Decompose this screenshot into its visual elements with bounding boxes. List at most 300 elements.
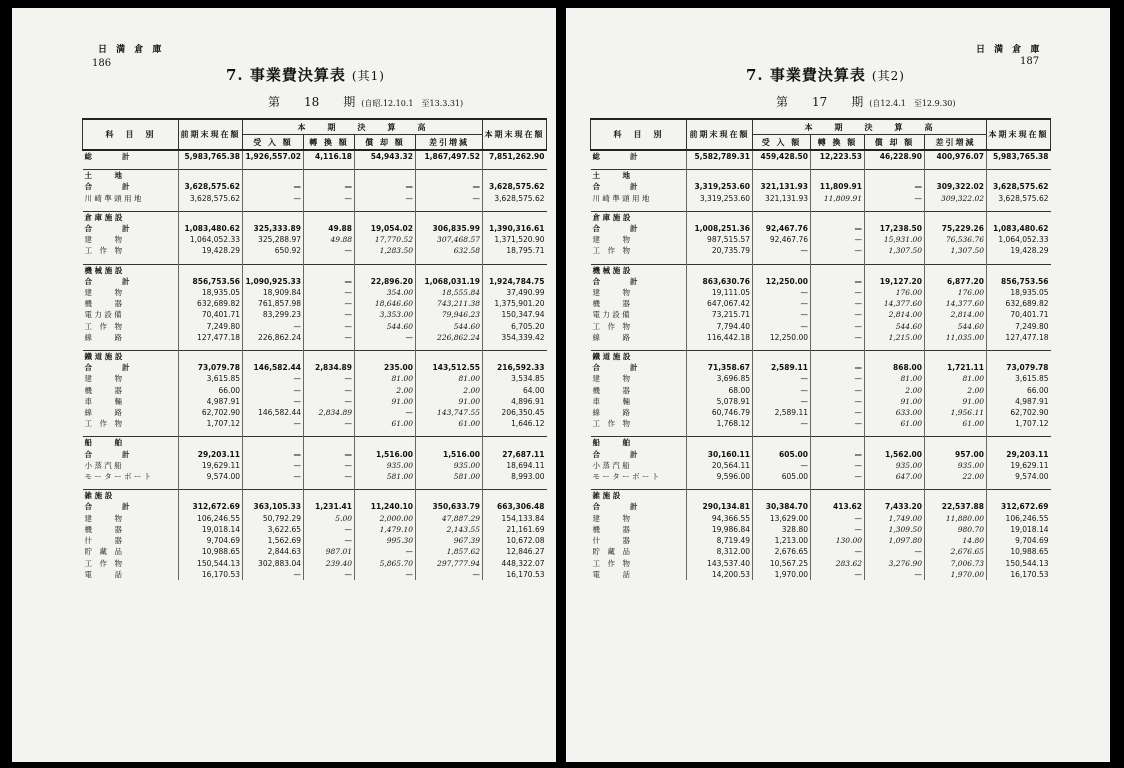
- term-label: [268, 93, 463, 110]
- row-label: 川 崎 準 頭 用 地: [592, 193, 650, 203]
- amount-cell: 206,350.45: [483, 407, 547, 418]
- amount-cell: 83,299.23: [243, 309, 304, 320]
- spacer-cell: [243, 162, 304, 170]
- amount-cell: 863,630.76: [687, 276, 753, 287]
- row-label: 土 地: [83, 170, 179, 182]
- amount-cell: 1,083,480.62: [987, 223, 1051, 234]
- row-label: 工 作 物: [84, 419, 122, 429]
- amount-cell: [811, 211, 865, 223]
- amount-cell: 632,689.82: [179, 298, 243, 309]
- col-item: 科 目 別: [83, 119, 179, 150]
- row-label: 合 計: [84, 449, 130, 459]
- amount-cell: 632,689.82: [987, 298, 1051, 309]
- amount-cell: [416, 211, 483, 223]
- row-label: 機 器: [84, 524, 122, 534]
- amount-cell: 2,676.65: [753, 546, 811, 557]
- amount-cell: [865, 351, 925, 363]
- table-row: [83, 298, 547, 309]
- spacer-cell: [416, 257, 483, 265]
- row-label: 線 路: [84, 408, 122, 418]
- amount-cell: —: [304, 298, 355, 309]
- amount-cell: 216,592.33: [483, 362, 547, 373]
- amount-cell: [483, 211, 547, 223]
- amount-cell: 647,067.42: [687, 298, 753, 309]
- row-label: 機 器: [592, 299, 630, 309]
- row-label: 建 物: [592, 374, 630, 384]
- spacer-cell: [987, 482, 1051, 490]
- table-row: [83, 287, 547, 298]
- amount-cell: 995.30: [355, 535, 416, 546]
- total-row: [83, 362, 547, 373]
- spacer-cell: [179, 257, 243, 265]
- total-row: [591, 362, 1051, 373]
- group-header-row: [591, 170, 1051, 182]
- amount-cell: 7,794.40: [687, 321, 753, 332]
- spacer-cell: [687, 482, 753, 490]
- col-prev: 前期末現在額: [179, 119, 243, 150]
- amount-cell: [753, 490, 811, 502]
- table-row: [83, 193, 547, 204]
- spacer-cell: [355, 162, 416, 170]
- row-label: 合 計: [592, 276, 638, 286]
- amount-cell: 49.88: [304, 234, 355, 245]
- amount-cell: 76,536.76: [925, 234, 987, 245]
- amount-cell: [987, 170, 1051, 182]
- amount-cell: 1,283.50: [355, 245, 416, 256]
- amount-cell: 2,814.00: [925, 309, 987, 320]
- amount-cell: —: [416, 181, 483, 192]
- amount-cell: 8,719.49: [687, 535, 753, 546]
- amount-cell: 5,865.70: [355, 558, 416, 569]
- spacer-cell: [243, 204, 304, 212]
- amount-cell: —: [304, 569, 355, 580]
- amount-cell: 91.00: [925, 396, 987, 407]
- amount-cell: 459,428.50: [753, 150, 811, 162]
- amount-cell: [179, 490, 243, 502]
- amount-cell: [987, 211, 1051, 223]
- spacer-cell: [83, 257, 179, 265]
- amount-cell: [243, 437, 304, 449]
- budget-table: [590, 118, 1051, 580]
- amount-cell: 9,704.69: [987, 535, 1051, 546]
- amount-cell: —: [304, 193, 355, 204]
- row-label: 什 器: [592, 536, 630, 546]
- amount-cell: 21,161.69: [483, 524, 547, 535]
- amount-cell: —: [811, 546, 865, 557]
- amount-cell: —: [811, 524, 865, 535]
- amount-cell: —: [753, 245, 811, 256]
- amount-cell: 19,018.14: [987, 524, 1051, 535]
- amount-cell: [925, 211, 987, 223]
- amount-cell: 957.00: [925, 449, 987, 460]
- table-row: [591, 287, 1051, 298]
- amount-cell: 283.62: [811, 558, 865, 569]
- spacer-cell: [865, 482, 925, 490]
- amount-cell: 22.00: [925, 471, 987, 482]
- amount-cell: 935.00: [925, 460, 987, 471]
- spacer-cell: [83, 204, 179, 212]
- amount-cell: 79,946.23: [416, 309, 483, 320]
- amount-cell: —: [304, 396, 355, 407]
- table-row: [83, 407, 547, 418]
- amount-cell: 127,477.18: [987, 332, 1051, 343]
- amount-cell: 1,970.00: [925, 569, 987, 580]
- amount-cell: 290,134.81: [687, 501, 753, 512]
- amount-cell: [753, 351, 811, 363]
- spacer-cell: [483, 482, 547, 490]
- amount-cell: 3,628,575.62: [987, 181, 1051, 192]
- spacer-cell: [987, 429, 1051, 437]
- term-number: 第 17 期: [776, 95, 864, 109]
- company-header: 日 満 倉 庫: [976, 45, 1043, 55]
- spacer-cell: [925, 482, 987, 490]
- spacer-cell: [753, 429, 811, 437]
- amount-cell: [811, 490, 865, 502]
- spacer-cell: [753, 162, 811, 170]
- amount-cell: 14,200.53: [687, 569, 753, 580]
- col-current: 本期末現在額: [987, 119, 1051, 150]
- amount-cell: [416, 437, 483, 449]
- amount-cell: 9,574.00: [179, 471, 243, 482]
- amount-cell: 150,347.94: [483, 309, 547, 320]
- amount-cell: 1,213.00: [753, 535, 811, 546]
- amount-cell: 605.00: [753, 449, 811, 460]
- amount-cell: —: [304, 385, 355, 396]
- row-label: 倉 庫 施 設: [591, 211, 687, 223]
- group-header-row: [591, 437, 1051, 449]
- amount-cell: [987, 264, 1051, 276]
- amount-cell: 16,170.53: [179, 569, 243, 580]
- amount-cell: —: [753, 309, 811, 320]
- spacer-cell: [416, 162, 483, 170]
- amount-cell: 12,250.00: [753, 276, 811, 287]
- amount-cell: 980.70: [925, 524, 987, 535]
- amount-cell: —: [304, 524, 355, 535]
- table-row: [83, 558, 547, 569]
- row-label: 工 作 物: [84, 246, 122, 256]
- amount-cell: —: [865, 546, 925, 557]
- spacer-cell: [925, 343, 987, 351]
- amount-cell: 3,622.65: [243, 524, 304, 535]
- row-label: 工 作 物: [592, 246, 630, 256]
- amount-cell: —: [811, 460, 865, 471]
- amount-cell: [925, 170, 987, 182]
- amount-cell: —: [243, 418, 304, 429]
- row-label: 合 計: [592, 502, 638, 512]
- spacer-row: [591, 343, 1051, 351]
- amount-cell: 1,097.80: [865, 535, 925, 546]
- table-row: [591, 460, 1051, 471]
- amount-cell: 73,079.78: [987, 362, 1051, 373]
- amount-cell: [304, 170, 355, 182]
- group-header-row: [83, 211, 547, 223]
- amount-cell: 4,896.91: [483, 396, 547, 407]
- row-label: 工 作 物: [84, 321, 122, 331]
- amount-cell: [865, 437, 925, 449]
- amount-cell: 61.00: [925, 418, 987, 429]
- amount-cell: 1,956.11: [925, 407, 987, 418]
- spacer-cell: [591, 429, 687, 437]
- amount-cell: 309,322.02: [925, 193, 987, 204]
- amount-cell: 17,238.50: [865, 223, 925, 234]
- spacer-cell: [355, 343, 416, 351]
- spacer-row: [83, 257, 547, 265]
- amount-cell: —: [304, 418, 355, 429]
- spacer-cell: [865, 429, 925, 437]
- spacer-cell: [243, 257, 304, 265]
- amount-cell: 91.00: [355, 396, 416, 407]
- spacer-row: [83, 343, 547, 351]
- group-header-row: [83, 264, 547, 276]
- amount-cell: 12,223.53: [811, 150, 865, 162]
- group-header-row: [591, 264, 1051, 276]
- amount-cell: 2.00: [865, 385, 925, 396]
- spacer-cell: [591, 204, 687, 212]
- amount-cell: 7,006.73: [925, 558, 987, 569]
- amount-cell: 19,428.29: [179, 245, 243, 256]
- amount-cell: 5,078.91: [687, 396, 753, 407]
- table-row: [83, 373, 547, 384]
- amount-cell: 235.00: [355, 362, 416, 373]
- spacer-cell: [83, 162, 179, 170]
- amount-cell: 11,809.91: [811, 181, 865, 192]
- col-group: 本 期 決 算 高: [243, 119, 483, 135]
- table-row: [591, 373, 1051, 384]
- amount-cell: —: [865, 569, 925, 580]
- table-row: [83, 396, 547, 407]
- row-label: 建 物: [592, 513, 630, 523]
- spacer-cell: [811, 204, 865, 212]
- row-label: 合 計: [592, 449, 638, 459]
- amount-cell: 91.00: [865, 396, 925, 407]
- amount-cell: 309,322.02: [925, 181, 987, 192]
- row-label: 電 力 設 備: [84, 310, 122, 320]
- amount-cell: 2,814.00: [865, 309, 925, 320]
- spacer-cell: [355, 204, 416, 212]
- spacer-cell: [179, 429, 243, 437]
- amount-cell: 81.00: [865, 373, 925, 384]
- spacer-cell: [753, 482, 811, 490]
- amount-cell: [811, 437, 865, 449]
- amount-cell: —: [243, 181, 304, 192]
- amount-cell: 61.00: [865, 418, 925, 429]
- amount-cell: —: [243, 471, 304, 482]
- spacer-cell: [304, 482, 355, 490]
- row-label: 鐵 道 施 設: [591, 351, 687, 363]
- amount-cell: 935.00: [355, 460, 416, 471]
- amount-cell: 11,880.00: [925, 513, 987, 524]
- spacer-cell: [416, 429, 483, 437]
- amount-cell: 66.00: [987, 385, 1051, 396]
- total-row: [83, 223, 547, 234]
- spacer-cell: [987, 204, 1051, 212]
- amount-cell: [925, 264, 987, 276]
- budget-table: [82, 118, 547, 580]
- row-label: 総 計: [591, 150, 687, 162]
- amount-cell: —: [243, 449, 304, 460]
- amount-cell: 2,143.55: [416, 524, 483, 535]
- amount-cell: 62,702.90: [987, 407, 1051, 418]
- spacer-row: [591, 162, 1051, 170]
- total-row: [591, 449, 1051, 460]
- table-row: [591, 418, 1051, 429]
- amount-cell: 3,628,575.62: [179, 181, 243, 192]
- amount-cell: 632.58: [416, 245, 483, 256]
- table-row: [591, 546, 1051, 557]
- amount-cell: —: [243, 396, 304, 407]
- amount-cell: —: [753, 385, 811, 396]
- row-label: 小 蒸 汽 船: [592, 460, 630, 470]
- amount-cell: 16,170.53: [483, 569, 547, 580]
- amount-cell: 2,000.00: [355, 513, 416, 524]
- amount-cell: 413.62: [811, 501, 865, 512]
- title-sub: (其2): [871, 69, 905, 83]
- amount-cell: 19,629.11: [987, 460, 1051, 471]
- row-label: 建 物: [84, 374, 122, 384]
- amount-cell: 3,276.90: [865, 558, 925, 569]
- amount-cell: 544.60: [865, 321, 925, 332]
- spacer-cell: [925, 162, 987, 170]
- spacer-cell: [83, 343, 179, 351]
- table-row: [83, 309, 547, 320]
- amount-cell: [179, 211, 243, 223]
- amount-cell: 61.00: [416, 418, 483, 429]
- amount-cell: 3,628,575.62: [483, 181, 547, 192]
- amount-cell: 3,319,253.60: [687, 193, 753, 204]
- amount-cell: 10,988.65: [179, 546, 243, 557]
- table-row: [591, 298, 1051, 309]
- amount-cell: —: [304, 309, 355, 320]
- amount-cell: —: [811, 332, 865, 343]
- amount-cell: 61.00: [355, 418, 416, 429]
- amount-cell: 19,629.11: [179, 460, 243, 471]
- amount-cell: 1,068,031.19: [416, 276, 483, 287]
- spacer-row: [83, 482, 547, 490]
- amount-cell: [179, 170, 243, 182]
- amount-cell: 15,931.00: [865, 234, 925, 245]
- amount-cell: [304, 264, 355, 276]
- amount-cell: 400,976.07: [925, 150, 987, 162]
- amount-cell: [865, 211, 925, 223]
- col-prev: 前期末現在額: [687, 119, 753, 150]
- amount-cell: —: [416, 569, 483, 580]
- amount-cell: 46,228.90: [865, 150, 925, 162]
- amount-cell: 1,562.00: [865, 449, 925, 460]
- amount-cell: —: [811, 396, 865, 407]
- amount-cell: [243, 351, 304, 363]
- amount-cell: 176.00: [925, 287, 987, 298]
- spacer-cell: [925, 429, 987, 437]
- amount-cell: [304, 437, 355, 449]
- amount-cell: 2,589.11: [753, 407, 811, 418]
- table-row: [591, 407, 1051, 418]
- row-label: 合 計: [84, 276, 130, 286]
- col-item: 科 目 別: [591, 119, 687, 150]
- page-title: [746, 64, 905, 85]
- amount-cell: 1,867,497.52: [416, 150, 483, 162]
- table-row: [591, 396, 1051, 407]
- table-row: [591, 321, 1051, 332]
- row-label: 建 物: [84, 513, 122, 523]
- row-label: 貯 藏 品: [84, 547, 122, 557]
- amount-cell: —: [811, 362, 865, 373]
- spacer-cell: [811, 343, 865, 351]
- amount-cell: 81.00: [355, 373, 416, 384]
- amount-cell: [355, 211, 416, 223]
- table-row: [591, 535, 1051, 546]
- spacer-cell: [591, 482, 687, 490]
- spacer-cell: [591, 343, 687, 351]
- amount-cell: 14,377.60: [865, 298, 925, 309]
- amount-cell: 30,160.11: [687, 449, 753, 460]
- amount-cell: [179, 264, 243, 276]
- amount-cell: 743,211.38: [416, 298, 483, 309]
- title-text: 7. 事業費決算表: [746, 66, 866, 84]
- amount-cell: 20,735.79: [687, 245, 753, 256]
- total-row: [591, 276, 1051, 287]
- amount-cell: 3,628,575.62: [179, 193, 243, 204]
- amount-cell: 13,629.00: [753, 513, 811, 524]
- amount-cell: 312,672.69: [179, 501, 243, 512]
- spacer-cell: [811, 257, 865, 265]
- amount-cell: [483, 437, 547, 449]
- table-row: [83, 513, 547, 524]
- amount-cell: 2,589.11: [753, 362, 811, 373]
- amount-cell: 1,749.00: [865, 513, 925, 524]
- amount-cell: —: [811, 298, 865, 309]
- amount-cell: 116,442.18: [687, 332, 753, 343]
- amount-cell: —: [243, 569, 304, 580]
- total-row: [83, 449, 547, 460]
- spacer-cell: [83, 429, 179, 437]
- spacer-cell: [304, 204, 355, 212]
- row-label: 工 作 物: [84, 558, 122, 568]
- amount-cell: [355, 490, 416, 502]
- amount-cell: 297,777.94: [416, 558, 483, 569]
- amount-cell: 1,707.12: [987, 418, 1051, 429]
- amount-cell: 81.00: [925, 373, 987, 384]
- group-header-row: [83, 437, 547, 449]
- spacer-cell: [925, 204, 987, 212]
- amount-cell: 18,935.05: [987, 287, 1051, 298]
- amount-cell: [483, 490, 547, 502]
- amount-cell: —: [304, 460, 355, 471]
- row-label: 建 物: [84, 288, 122, 298]
- spacer-cell: [687, 162, 753, 170]
- spacer-cell: [355, 482, 416, 490]
- amount-cell: 146,582.44: [243, 407, 304, 418]
- col-depreciation: 償 却 額: [865, 135, 925, 151]
- amount-cell: —: [753, 418, 811, 429]
- amount-cell: 4,116.18: [304, 150, 355, 162]
- amount-cell: 650.92: [243, 245, 304, 256]
- spacer-cell: [483, 162, 547, 170]
- amount-cell: 54,943.32: [355, 150, 416, 162]
- amount-cell: 70,401.71: [179, 309, 243, 320]
- amount-cell: 11,035.00: [925, 332, 987, 343]
- amount-cell: 581.00: [416, 471, 483, 482]
- amount-cell: —: [304, 181, 355, 192]
- amount-cell: [687, 437, 753, 449]
- amount-cell: 10,567.25: [753, 558, 811, 569]
- amount-cell: —: [304, 373, 355, 384]
- amount-cell: 647.00: [865, 471, 925, 482]
- amount-cell: 14,377.60: [925, 298, 987, 309]
- row-label: 小 蒸 汽 船: [84, 460, 122, 470]
- amount-cell: —: [753, 373, 811, 384]
- term-range: (自12.4.1 至12.9.30): [869, 99, 956, 108]
- table-row: [83, 471, 547, 482]
